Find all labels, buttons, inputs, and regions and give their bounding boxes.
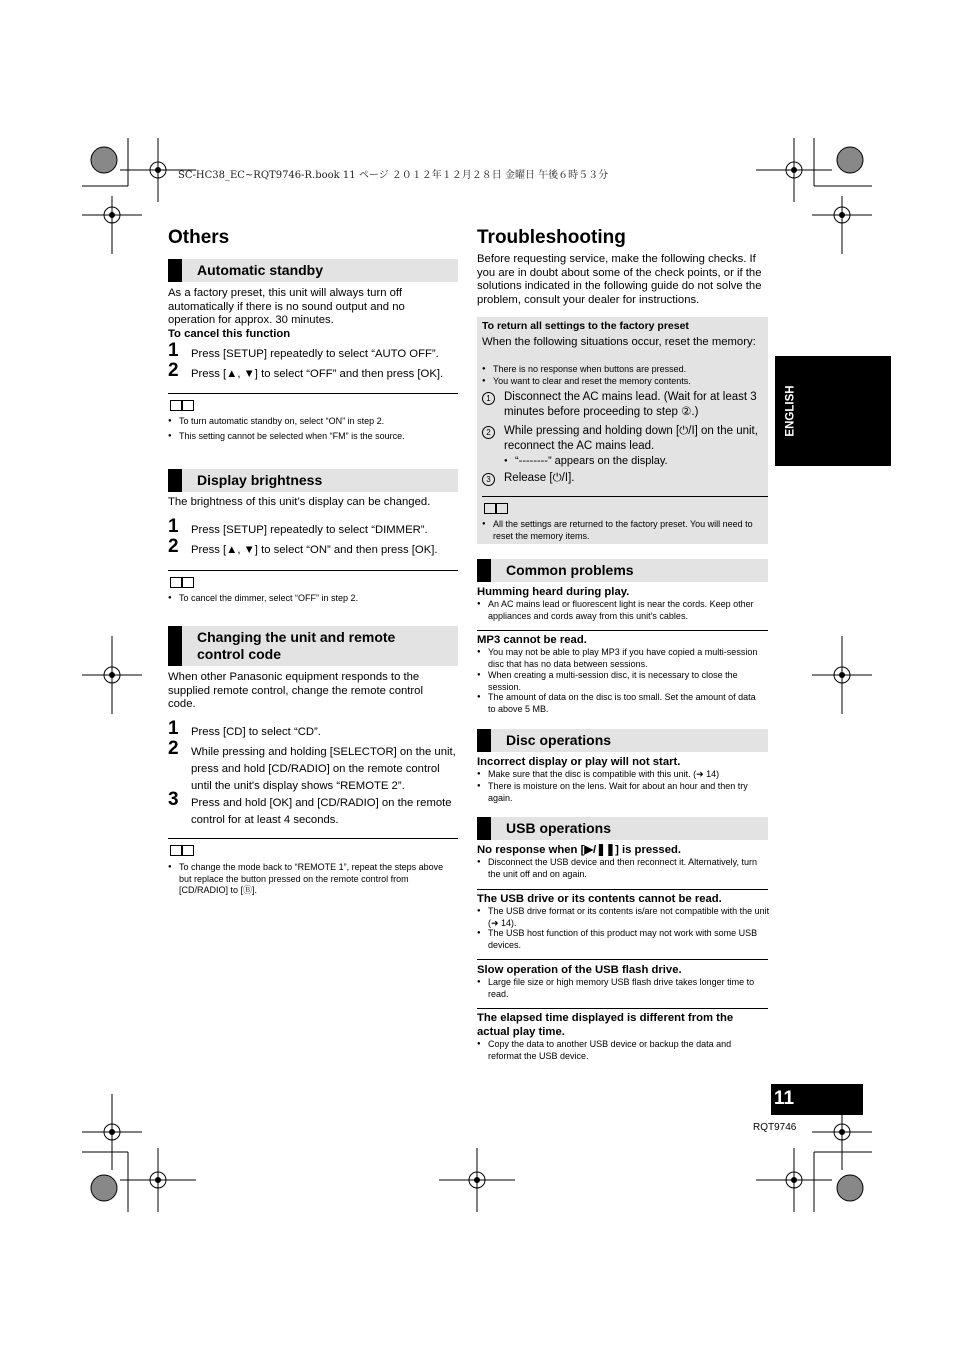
problem-solution: ● The USB host function of this product may not work with some USB devices. [477,928,763,951]
troubleshooting-intro: Before requesting service, make the following checks. If you are in doubt about some of the check points, or if the solutions indicated in the following guide do not solve the problem, consult your dealer for instructions. [477,253,762,306]
problem-title: Humming heard during play. [477,586,630,598]
problem-solution: ● You may not be able to play MP3 if you have copied a multi-session disc that has no data between sessions. [477,647,758,670]
factory-reset-note: ● All the settings are returned to the factory preset. You will need to reset the memory items. [482,496,768,543]
problem-title: Slow operation of the USB flash drive. [477,964,682,976]
page-number-box [771,1084,863,1115]
auto-standby-heading: Automatic standby [168,259,458,282]
remote-code-body: When other Panasonic equipment responds to the supplied remote control, change the remote control code. [168,671,423,711]
note-book-icon [170,577,194,588]
display-brightness-heading: Display brightness [168,469,458,492]
problem-solution: ● Make sure that the disc is compatible with this unit. (➜ 14) [477,769,768,781]
problem-solution: ● There is moisture on the lens. Wait for about an hour and then try again. [477,781,773,804]
note-book-icon [484,503,508,514]
divider [477,1008,768,1009]
troubleshooting-title: Troubleshooting [477,227,626,248]
document-code: RQT9746 [753,1122,797,1133]
divider [477,959,768,960]
usb-operations-heading: USB operations [477,817,768,840]
print-header-line: SC-HC38_EC~RQT9746-R.book 11 ページ ２０１２年１２月２８日 金曜日 午後６時５３分 [178,170,609,181]
display-brightness-body: The brightness of this unit’s display can be changed. [168,496,431,508]
auto-standby-notes: ● To turn automatic standby on, select “ON” in step 2. ● This setting cannot be selected when “FM” is the source. [168,393,458,444]
problem-title: No response when [▶/❚❚] is pressed. [477,844,682,856]
note-book-icon [170,400,194,411]
factory-reset-body: When the following situations occur, reset the memory: [482,336,756,348]
problem-title: Incorrect display or play will not start. [477,756,681,768]
factory-reset-title: To return all settings to the factory preset [482,320,689,332]
language-tab: ENGLISH [775,356,891,466]
factory-reset-bullet: ● You want to clear and reset the memory contents. [482,376,763,388]
problem-title: The USB drive or its contents cannot be read. [477,893,722,905]
remote-code-heading: Changing the unit and remote control code [168,626,458,666]
divider [477,889,768,890]
factory-reset-bullet: ● There is no response when buttons are pressed. [482,364,763,376]
problem-solution: ● The USB drive format or its contents is/are not compatible with the unit (➜ 14). [477,906,773,929]
problem-solution: ● An AC mains lead or fluorescent light is near the cords. Keep other appliances and cords away from this unit’s cables. [477,599,763,622]
divider [477,630,768,631]
disc-operations-heading: Disc operations [477,729,768,752]
auto-standby-body: As a factory preset, this unit will always turn off automatically if there is no sound output and no operation for approx. 30 minutes. [168,287,405,327]
problem-title: The elapsed time displayed is different from the actual play time. [477,1012,734,1038]
problem-solution: ● When creating a multi-session disc, it is necessary to close the session. [477,670,763,693]
remote-code-notes: ● To change the mode back to “REMOTE 1”, repeat the steps above but replace the button pressed on the remote control from [CD/RADIO] to [Ⓑ]. [168,838,458,899]
auto-standby-cancel-label: To cancel this function [168,328,291,340]
others-title: Others [168,227,230,248]
problem-solution: ● Copy the data to another USB device or backup the data and reformat the USB device. [477,1039,758,1062]
note-book-icon [170,845,194,856]
page-number: 11 [774,1088,795,1109]
display-brightness-notes: ● To cancel the dimmer, select “OFF” in step 2. [168,570,458,607]
problem-solution: ● The amount of data on the disc is too small. Set the amount of data to above 5 MB. [477,692,763,715]
problem-solution: ● Disconnect the USB device and then reconnect it. Alternatively, turn the unit off and on again. [477,857,768,880]
problem-title: MP3 cannot be read. [477,634,587,646]
problem-solution: ● Large file size or high memory USB flash drive takes longer time to read. [477,977,768,1000]
common-problems-heading: Common problems [477,559,768,582]
